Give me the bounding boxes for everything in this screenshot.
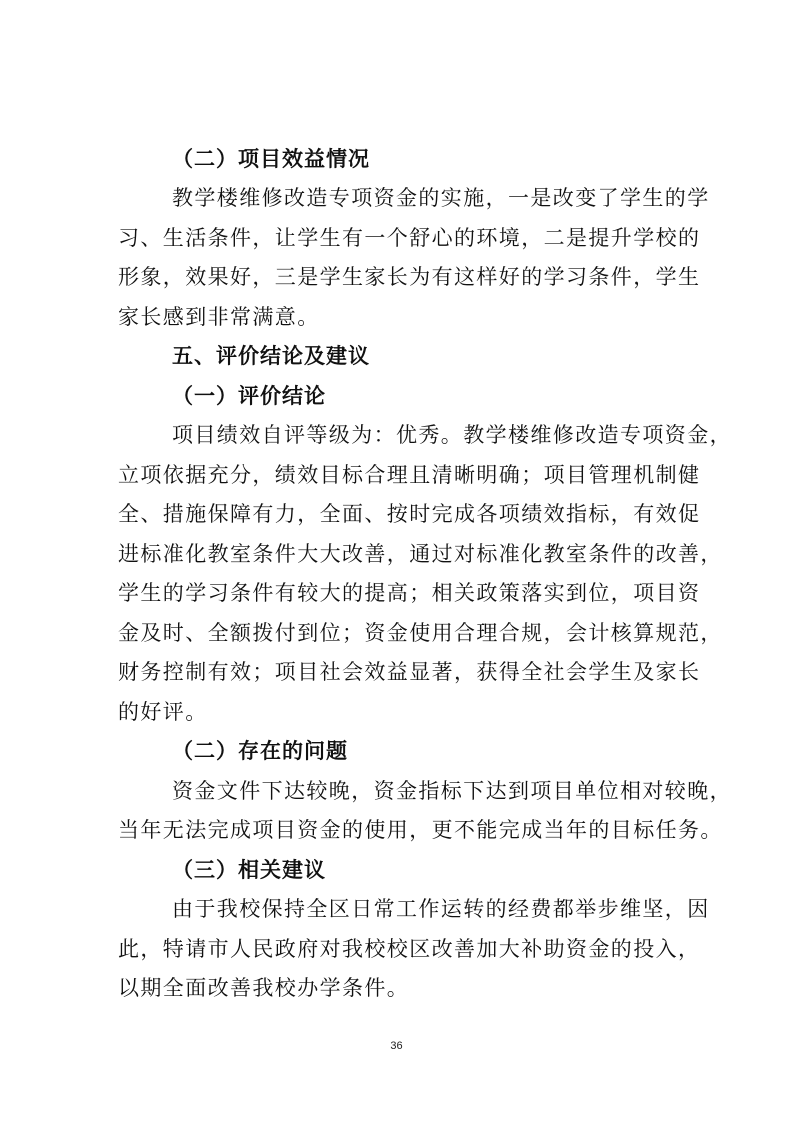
paragraph-line: 进标准化教室条件大大改善，通过对标准化教室条件的改善， bbox=[118, 542, 723, 566]
paragraph-line: 此，特请市人民政府对我校校区改善加大补助资金的投入， bbox=[118, 937, 701, 961]
paragraph-line: 学生的学习条件有较大的提高；相关政策落实到位，项目资 bbox=[118, 581, 701, 605]
paragraph-line: 形象，效果好，三是学生家长为有这样好的学习条件，学生 bbox=[118, 265, 701, 289]
paragraph-line: 财务控制有效；项目社会效益显著，获得全社会学生及家长 bbox=[118, 660, 701, 684]
page-number: 36 bbox=[390, 1040, 403, 1052]
paragraph-line: 由于我校保持全区日常工作运转的经费都举步维坚，因 bbox=[172, 897, 710, 921]
chapter-heading-evaluation: 五、评价结论及建议 bbox=[172, 344, 370, 368]
paragraph-line: 全、措施保障有力，全面、按时完成各项绩效指标，有效促 bbox=[118, 502, 701, 526]
section-heading-conclusion: （一）评价结论 bbox=[172, 384, 326, 408]
paragraph-line: 习、生活条件，让学生有一个舒心的环境，二是提升学校的 bbox=[118, 226, 701, 250]
paragraph-line: 家长感到非常满意。 bbox=[118, 305, 320, 329]
paragraph-line: 立项依据充分，绩效目标合理且清晰明确；项目管理机制健 bbox=[118, 463, 701, 487]
paragraph-line: 资金文件下达较晚，资金指标下达到项目单位相对较晚， bbox=[172, 779, 732, 803]
paragraph-line: 教学楼维修改造专项资金的实施，一是改变了学生的学 bbox=[172, 186, 710, 210]
section-heading-suggestions: （三）相关建议 bbox=[172, 858, 326, 882]
section-heading-benefits: （二）项目效益情况 bbox=[172, 147, 370, 171]
paragraph-line: 金及时、全额拨付到位；资金使用合理合规，会计核算规范， bbox=[118, 621, 723, 645]
section-heading-problems: （二）存在的问题 bbox=[172, 739, 348, 763]
paragraph-line: 项目绩效自评等级为：优秀。教学楼维修改造专项资金， bbox=[172, 423, 732, 447]
paragraph-line: 当年无法完成项目资金的使用，更不能完成当年的目标任务。 bbox=[118, 818, 723, 842]
paragraph-line: 以期全面改善我校办学条件。 bbox=[118, 976, 410, 1000]
paragraph-line: 的好评。 bbox=[118, 700, 208, 724]
